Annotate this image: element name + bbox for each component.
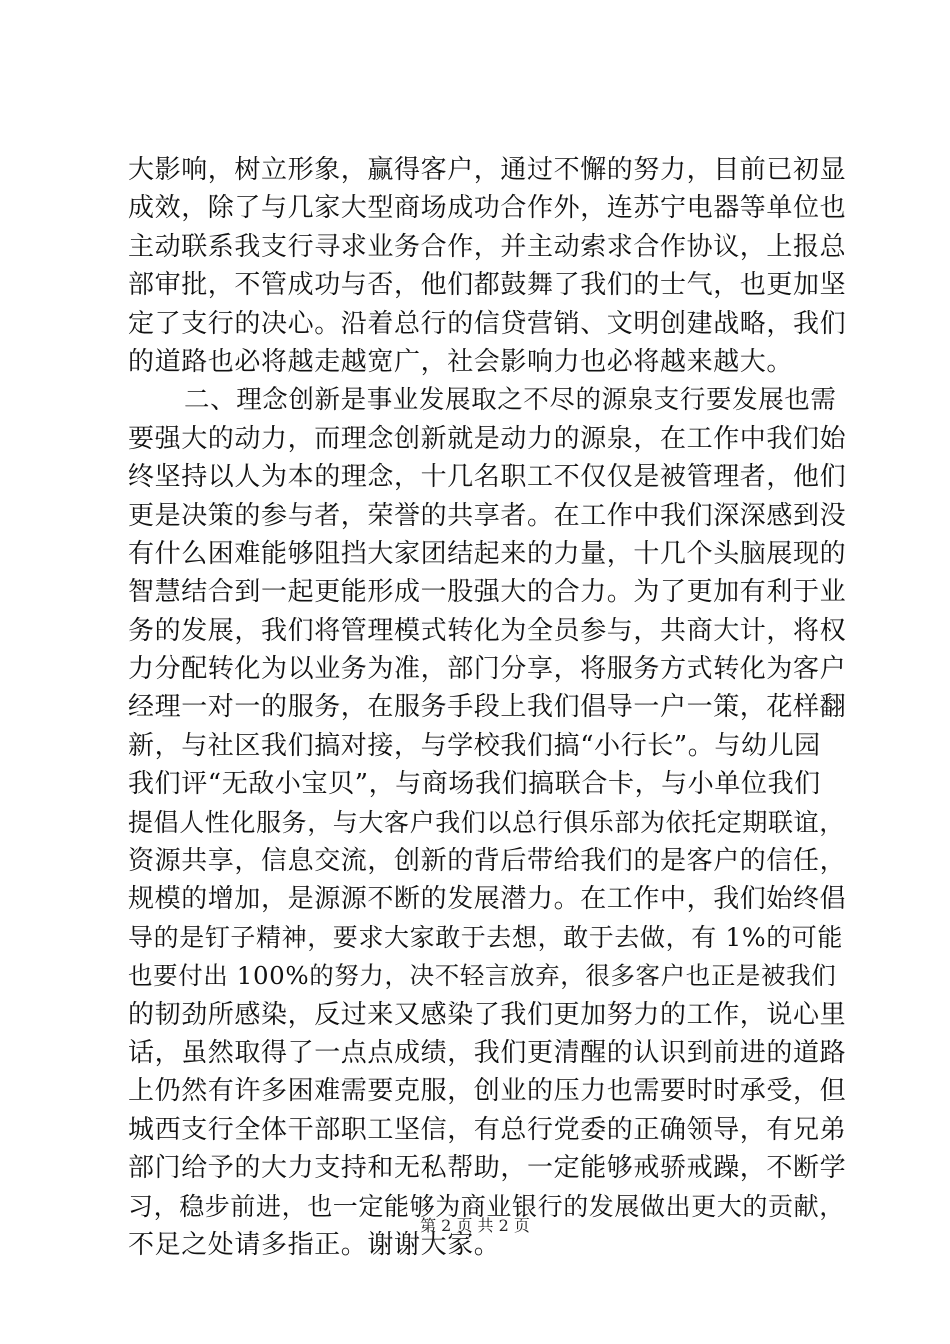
body-line: 终坚持以人为本的理念，十几名职工不仅仅是被管理者，他们	[128, 462, 847, 493]
body-line: 主动联系我支行寻求业务合作，并主动索求合作协议，上报总	[128, 231, 847, 262]
body-line: 也要付出 100%的努力，决不轻言放弃，很多客户也正是被我们	[128, 961, 837, 991]
body-line: 话，虽然取得了一点点成绩，我们更清醒的认识到前进的道路	[128, 1037, 847, 1068]
body-line: 资源共享，信息交流，创新的背后带给我们的是客户的信任，	[128, 846, 847, 877]
body-line: 成效，除了与几家大型商场成功合作外，连苏宁电器等单位也	[128, 193, 847, 224]
body-line: 不足之处请多指正。谢谢大家。	[128, 1229, 501, 1260]
body-line: 新，与社区我们搞对接，与学校我们搞“小行长”。与幼儿园	[128, 730, 821, 761]
body-line: 力分配转化为以业务为准，部门分享，将服务方式转化为客户	[128, 654, 847, 685]
body-line: 导的是钉子精神，要求大家敢于去想，敢于去做，有 1%的可能	[128, 922, 844, 952]
section-heading-line: 二、理念创新是事业发展取之不尽的源泉支行要发展也需	[184, 385, 837, 416]
body-line: 城西支行全体干部职工坚信，有总行党委的正确领导，有兄弟	[128, 1114, 847, 1145]
body-line: 部门给予的大力支持和无私帮助，一定能够戒骄戒躁，不断学	[128, 1153, 847, 1184]
body-line: 部审批，不管成功与否，他们都鼓舞了我们的士气，也更加坚	[128, 270, 847, 301]
body-line: 提倡人性化服务，与大客户我们以总行俱乐部为依托定期联谊，	[128, 807, 845, 837]
body-line: 定了支行的决心。沿着总行的信贷营销、文明创建战略，我们	[128, 308, 847, 339]
body-line: 的道路也必将越走越宽广，社会影响力也必将越来越大。	[128, 346, 794, 377]
body-line: 规模的增加，是源源不断的发展潜力。在工作中，我们始终倡	[128, 884, 847, 915]
body-line: 经理一对一的服务，在服务手段上我们倡导一户一策，花样翻	[128, 692, 847, 723]
page-number-footer: 第 2 页 共 2 页	[420, 1216, 530, 1235]
document-body	[128, 151, 848, 1264]
body-line: 更是决策的参与者，荣誉的共享者。在工作中我们深深感到没	[128, 500, 847, 531]
body-line: 习，稳步前进，也一定能够为商业银行的发展做出更大的贡献，	[128, 1191, 845, 1221]
body-line: 我们评“无敌小宝贝”，与商场我们搞联合卡，与小单位我们	[128, 769, 821, 800]
body-line: 上仍然有许多困难需要克服，创业的压力也需要时时承受，但	[128, 1076, 847, 1107]
body-line: 有什么困难能够阻挡大家团结起来的力量，十几个头脑展现的	[128, 538, 847, 569]
body-line: 务的发展，我们将管理模式转化为全员参与，共商大计，将权	[128, 615, 847, 646]
body-line: 要强大的动力，而理念创新就是动力的源泉，在工作中我们始	[128, 423, 847, 454]
body-line: 智慧结合到一起更能形成一股强大的合力。为了更加有利于业	[128, 577, 847, 608]
body-line: 大影响，树立形象，赢得客户，通过不懈的努力，目前已初显	[128, 155, 847, 185]
body-line: 的韧劲所感染，反过来又感染了我们更加努力的工作，说心里	[128, 999, 847, 1030]
